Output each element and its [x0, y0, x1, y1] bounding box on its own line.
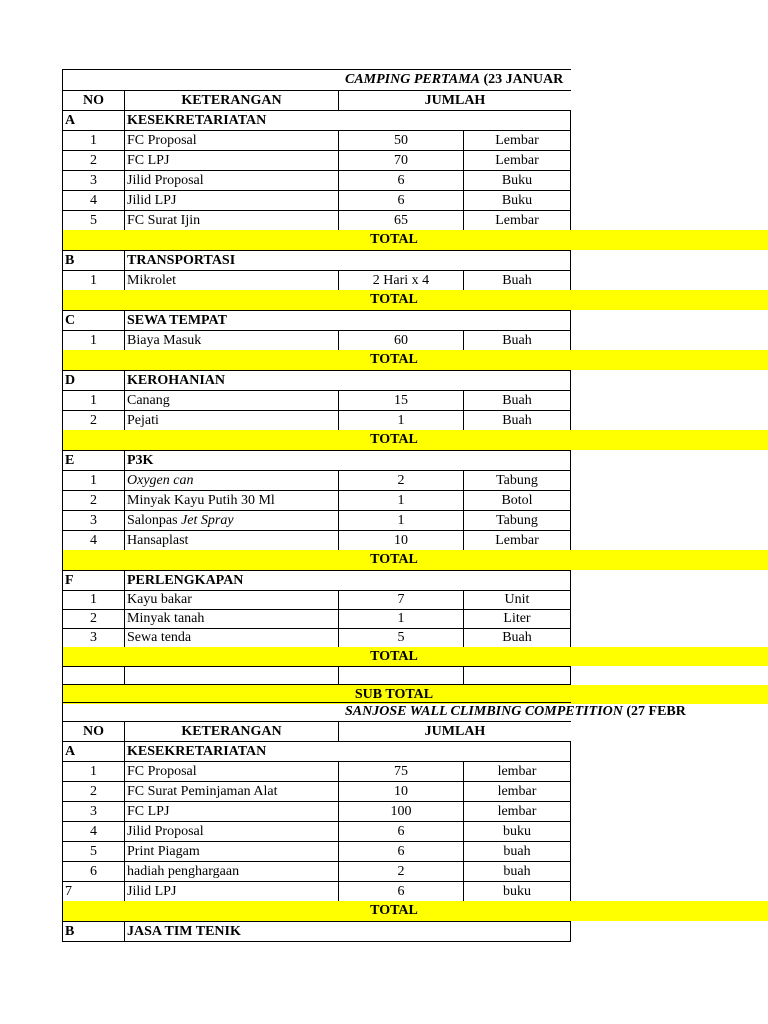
item-description-text: Minyak Kayu Putih 30 Ml — [127, 492, 275, 508]
item-no: 2 — [62, 781, 124, 801]
item-quantity: 60 — [338, 330, 463, 350]
item-description — [124, 781, 338, 801]
item-description — [124, 590, 338, 609]
item-quantity: 1 — [338, 510, 463, 530]
header-jumlah: JUMLAH — [338, 721, 571, 741]
group-letter: E — [62, 450, 124, 470]
item-no: 4 — [62, 190, 124, 210]
item-unit: lembar — [463, 781, 571, 801]
item-quantity: 70 — [338, 150, 463, 170]
item-unit: Buku — [463, 170, 571, 190]
item-quantity: 2 Hari x 4 — [338, 270, 463, 290]
table-bottom-border — [62, 941, 571, 942]
table-row — [0, 190, 768, 210]
table-row — [0, 781, 768, 801]
item-description-text: FC Surat Ijin — [127, 212, 201, 228]
total-label: TOTAL — [370, 648, 418, 664]
item-description-text: Print Piagam — [127, 843, 200, 859]
item-quantity: 10 — [338, 781, 463, 801]
item-unit: buku — [463, 881, 571, 901]
empty-cell — [124, 666, 338, 685]
item-quantity: 2 — [338, 470, 463, 490]
total-label: TOTAL — [370, 232, 418, 247]
item-unit: Lembar — [463, 210, 571, 230]
group-name: SEWA TEMPAT — [124, 310, 571, 330]
item-no: 3 — [62, 170, 124, 190]
group-header-row — [0, 741, 768, 761]
item-description — [124, 530, 338, 550]
group-name: KESEKRETARIATAN — [124, 110, 571, 130]
item-no: 2 — [62, 410, 124, 430]
item-no: 2 — [62, 490, 124, 510]
table-row — [0, 410, 768, 430]
group-name: PERLENGKAPAN — [124, 570, 571, 590]
item-description-text: hadiah penghargaan — [127, 863, 240, 879]
group-header-row — [0, 921, 768, 941]
item-description-text: Canang — [127, 392, 170, 408]
item-unit: Tabung — [463, 470, 571, 490]
item-description-text: Jilid LPJ — [127, 192, 177, 208]
group-header-row — [0, 110, 768, 130]
table-row — [0, 609, 768, 628]
item-no: 7 — [62, 881, 124, 901]
item-description — [124, 761, 338, 781]
total-label: TOTAL — [370, 552, 418, 567]
item-no: 5 — [62, 210, 124, 230]
item-description — [124, 881, 338, 901]
table-row — [0, 761, 768, 781]
item-no: 1 — [62, 270, 124, 290]
item-description — [124, 170, 338, 190]
table-row — [0, 841, 768, 861]
section-title-italic: SANJOSE WALL CLIMBING COMPETITION — [345, 704, 623, 719]
group-letter: C — [62, 310, 124, 330]
item-quantity: 7 — [338, 590, 463, 609]
group-name: TRANSPORTASI — [124, 250, 571, 270]
item-quantity: 100 — [338, 801, 463, 821]
empty-cell — [463, 666, 571, 685]
total-row — [0, 290, 768, 310]
item-description — [124, 330, 338, 350]
section-title — [62, 69, 571, 90]
item-description-text: Biaya Masuk — [127, 332, 202, 348]
item-unit: buah — [463, 841, 571, 861]
table-row — [0, 821, 768, 841]
item-no: 1 — [62, 130, 124, 150]
header-no: NO — [62, 90, 124, 110]
item-unit: buah — [463, 861, 571, 881]
item-unit: Buah — [463, 390, 571, 410]
item-no: 2 — [62, 150, 124, 170]
item-description-text: Minyak tanah — [127, 611, 205, 626]
total-row — [0, 350, 768, 370]
item-description — [124, 801, 338, 821]
item-unit: Lembar — [463, 130, 571, 150]
table-border — [62, 290, 63, 310]
item-unit: lembar — [463, 801, 571, 821]
item-description — [124, 628, 338, 647]
item-description — [124, 190, 338, 210]
total-label: TOTAL — [370, 903, 418, 918]
total-row — [0, 550, 768, 570]
table-row — [0, 801, 768, 821]
table-row — [0, 130, 768, 150]
table-row — [0, 170, 768, 190]
item-description-text: FC Proposal — [127, 132, 197, 148]
item-description-text: FC LPJ — [127, 803, 170, 819]
item-description-text: Pejati — [127, 412, 159, 428]
table-border — [62, 550, 63, 570]
group-letter: A — [62, 110, 124, 130]
section-title-italic: CAMPING PERTAMA — [345, 72, 480, 87]
item-description — [124, 841, 338, 861]
table-row — [0, 861, 768, 881]
total-row — [0, 647, 768, 666]
item-unit: Botol — [463, 490, 571, 510]
item-description-text: Mikrolet — [127, 272, 176, 288]
group-name: P3K — [124, 450, 571, 470]
item-quantity: 65 — [338, 210, 463, 230]
header-jumlah: JUMLAH — [338, 90, 571, 110]
blank-row — [0, 666, 768, 685]
item-description-text: FC LPJ — [127, 152, 170, 168]
item-unit: Buah — [463, 270, 571, 290]
item-description — [124, 861, 338, 881]
item-description — [124, 130, 338, 150]
item-description — [124, 270, 338, 290]
item-quantity: 15 — [338, 390, 463, 410]
header-keterangan: KETERANGAN — [124, 721, 338, 741]
group-name: KEROHANIAN — [124, 370, 571, 390]
item-unit: Unit — [463, 590, 571, 609]
section-title-row — [0, 69, 768, 90]
item-description — [124, 821, 338, 841]
group-header-row — [0, 370, 768, 390]
table-border — [62, 430, 63, 450]
table-row — [0, 390, 768, 410]
item-quantity: 6 — [338, 190, 463, 210]
item-description-text: Kayu bakar — [127, 592, 192, 607]
item-description-text: Jilid LPJ — [127, 883, 177, 899]
group-letter: A — [62, 741, 124, 761]
item-quantity: 1 — [338, 609, 463, 628]
total-label: TOTAL — [370, 432, 418, 447]
item-quantity: 10 — [338, 530, 463, 550]
item-no: 1 — [62, 590, 124, 609]
header-keterangan: KETERANGAN — [124, 90, 338, 110]
section-title-row — [0, 702, 768, 721]
table-row — [0, 210, 768, 230]
item-description-text: Hansaplast — [127, 532, 189, 548]
table-row — [0, 330, 768, 350]
table-border — [62, 350, 63, 370]
empty-cell — [62, 666, 124, 685]
item-description-text: FC Surat Peminjaman Alat — [127, 783, 278, 799]
item-no: 1 — [62, 470, 124, 490]
item-description — [124, 470, 338, 490]
item-quantity: 6 — [338, 170, 463, 190]
item-description — [124, 490, 338, 510]
table-border — [62, 901, 63, 921]
item-description — [124, 210, 338, 230]
column-header-row — [0, 90, 768, 110]
item-description-text: Sewa tenda — [127, 630, 192, 645]
empty-cell — [338, 666, 463, 685]
item-description — [124, 410, 338, 430]
total-row — [0, 901, 768, 921]
table-row — [0, 490, 768, 510]
table-row — [0, 270, 768, 290]
item-quantity: 6 — [338, 841, 463, 861]
table-border — [62, 647, 63, 666]
group-letter: B — [62, 921, 124, 941]
section-title-date: (23 JANUAR — [479, 72, 564, 87]
item-quantity: 1 — [338, 410, 463, 430]
item-no: 1 — [62, 390, 124, 410]
item-description — [124, 150, 338, 170]
item-unit: buku — [463, 821, 571, 841]
column-header-row — [0, 721, 768, 741]
item-quantity: 75 — [338, 761, 463, 781]
item-unit: Tabung — [463, 510, 571, 530]
table-row — [0, 530, 768, 550]
item-description-text: FC Proposal — [127, 763, 197, 779]
item-quantity: 6 — [338, 821, 463, 841]
group-header-row — [0, 250, 768, 270]
item-quantity: 1 — [338, 490, 463, 510]
table-row — [0, 470, 768, 490]
item-unit: Liter — [463, 609, 571, 628]
item-description — [124, 510, 338, 530]
item-unit: Buah — [463, 330, 571, 350]
total-row — [0, 430, 768, 450]
item-description-text: Jilid Proposal — [127, 823, 204, 839]
item-description-text: Salonpas — [127, 512, 182, 528]
table-border — [62, 230, 63, 250]
total-label: TOTAL — [370, 292, 418, 307]
item-unit: Lembar — [463, 150, 571, 170]
item-no: 5 — [62, 841, 124, 861]
table-row — [0, 881, 768, 901]
item-quantity: 50 — [338, 130, 463, 150]
subtotal-label: SUB TOTAL — [354, 686, 434, 702]
item-description — [124, 609, 338, 628]
item-description-italic: Jet Spray — [181, 512, 234, 528]
item-no: 1 — [62, 761, 124, 781]
item-no: 3 — [62, 801, 124, 821]
table-row — [0, 150, 768, 170]
item-unit: Buah — [463, 628, 571, 647]
item-unit: Buah — [463, 410, 571, 430]
group-letter: D — [62, 370, 124, 390]
table-row — [0, 628, 768, 647]
item-no: 2 — [62, 609, 124, 628]
item-unit: lembar — [463, 761, 571, 781]
table-row — [0, 590, 768, 609]
group-name: JASA TIM TENIK — [124, 921, 571, 941]
group-header-row — [0, 570, 768, 590]
group-header-row — [0, 450, 768, 470]
group-letter: F — [62, 570, 124, 590]
item-no: 3 — [62, 628, 124, 647]
group-name: KESEKRETARIATAN — [124, 741, 571, 761]
total-row — [0, 230, 768, 250]
header-no: NO — [62, 721, 124, 741]
group-letter: B — [62, 250, 124, 270]
item-unit: Lembar — [463, 530, 571, 550]
item-description-text: Jilid Proposal — [127, 172, 204, 188]
item-description-text: Oxygen can — [127, 472, 194, 488]
item-quantity: 2 — [338, 861, 463, 881]
item-quantity: 5 — [338, 628, 463, 647]
table-row — [0, 510, 768, 530]
item-no: 4 — [62, 530, 124, 550]
item-no: 1 — [62, 330, 124, 350]
item-unit: Buku — [463, 190, 571, 210]
item-no: 6 — [62, 861, 124, 881]
item-quantity: 6 — [338, 881, 463, 901]
group-header-row — [0, 310, 768, 330]
item-no: 4 — [62, 821, 124, 841]
section-title-date: (27 FEBR — [622, 704, 686, 719]
item-no: 3 — [62, 510, 124, 530]
section-title — [62, 702, 686, 721]
item-description — [124, 390, 338, 410]
total-label: TOTAL — [370, 352, 418, 367]
